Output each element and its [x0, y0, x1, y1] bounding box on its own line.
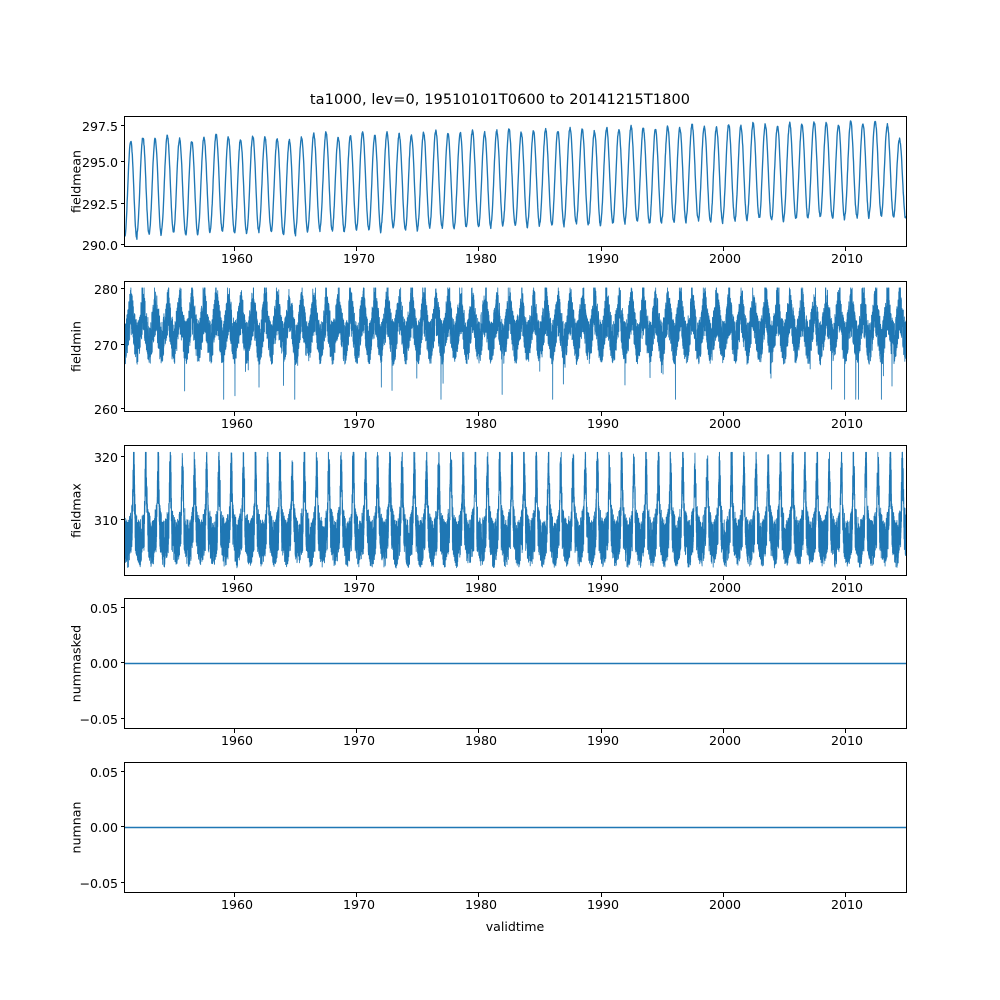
y-tick-mark	[121, 519, 125, 520]
x-tick-mark	[601, 247, 602, 251]
x-tick-label: 1970	[342, 897, 376, 912]
x-tick-label: 1970	[342, 251, 376, 266]
x-tick-mark	[356, 893, 357, 897]
fieldmin-line-plot	[125, 282, 906, 411]
x-tick-mark	[723, 576, 724, 580]
x-tick-mark	[601, 576, 602, 580]
x-tick-mark	[723, 247, 724, 251]
x-tick-mark	[234, 247, 235, 251]
x-tick-mark	[356, 412, 357, 416]
y-tick-label: 280	[93, 282, 118, 297]
x-tick-label: 2000	[708, 733, 742, 748]
y-tick-label: 295.0	[81, 155, 118, 170]
x-tick-label: 1980	[464, 733, 498, 748]
x-tick-mark	[356, 247, 357, 251]
x-tick-label: 1970	[342, 580, 376, 595]
x-tick-mark	[845, 729, 846, 733]
x-tick-label: 1960	[220, 733, 254, 748]
y-tick-label: 310	[93, 513, 118, 528]
y-tick-label: 0.05	[89, 765, 118, 780]
y-tick-label: −0.05	[79, 712, 118, 727]
y-tick-label: −0.05	[79, 876, 118, 891]
y-tick-label: 0.00	[89, 820, 118, 835]
x-tick-label: 2010	[830, 416, 864, 431]
y-tick-mark	[121, 607, 125, 608]
y-tick-label: 320	[93, 450, 118, 465]
x-tick-label: 1980	[464, 251, 498, 266]
y-tick-label: 260	[93, 402, 118, 417]
y-tick-mark	[121, 244, 125, 245]
y-tick-mark	[121, 203, 125, 204]
x-tick-mark	[234, 893, 235, 897]
x-tick-label: 1990	[586, 580, 620, 595]
y-axis-label-numnan: numnan	[68, 801, 84, 854]
y-tick-mark	[121, 161, 125, 162]
plot-panel-fieldmin	[124, 281, 907, 412]
y-tick-mark	[121, 125, 125, 126]
x-tick-label: 2010	[830, 733, 864, 748]
x-tick-mark	[601, 729, 602, 733]
y-tick-label: 0.05	[89, 601, 118, 616]
x-tick-label: 1970	[342, 416, 376, 431]
y-tick-mark	[121, 826, 125, 827]
y-axis-label-nummasked: nummasked	[68, 624, 84, 703]
y-axis-label-fieldmean: fieldmean	[68, 150, 84, 213]
figure-title: ta1000, lev=0, 19510101T0600 to 20141215T1800	[309, 92, 691, 108]
x-tick-label: 1990	[586, 733, 620, 748]
x-tick-label: 1960	[220, 897, 254, 912]
fieldmean-line-plot	[125, 117, 906, 246]
plot-panel-fieldmax	[124, 445, 907, 576]
x-tick-label: 1990	[586, 251, 620, 266]
y-tick-label: 0.00	[89, 656, 118, 671]
y-tick-mark	[121, 288, 125, 289]
plot-panel-fieldmean	[124, 116, 907, 247]
x-tick-label: 1960	[220, 580, 254, 595]
x-tick-label: 2010	[830, 251, 864, 266]
fieldmax-line-plot	[125, 446, 906, 575]
x-tick-mark	[723, 729, 724, 733]
x-tick-label: 1980	[464, 416, 498, 431]
x-tick-mark	[845, 893, 846, 897]
x-tick-mark	[478, 576, 479, 580]
plot-panel-numnan	[124, 762, 907, 893]
x-tick-mark	[845, 247, 846, 251]
x-tick-label: 2000	[708, 416, 742, 431]
y-tick-mark	[121, 456, 125, 457]
x-tick-label: 2010	[830, 897, 864, 912]
x-tick-label: 2010	[830, 580, 864, 595]
y-tick-label: 297.5	[81, 119, 118, 134]
x-tick-mark	[478, 893, 479, 897]
x-tick-label: 2000	[708, 251, 742, 266]
x-tick-label: 2000	[708, 897, 742, 912]
x-tick-label: 1990	[586, 416, 620, 431]
plot-panel-nummasked	[124, 598, 907, 729]
y-tick-mark	[121, 408, 125, 409]
y-tick-mark	[121, 718, 125, 719]
y-axis-label-fieldmin: fieldmin	[68, 321, 84, 372]
x-tick-mark	[234, 729, 235, 733]
x-tick-label: 1960	[220, 251, 254, 266]
y-tick-label: 290.0	[81, 238, 118, 253]
x-tick-mark	[845, 412, 846, 416]
numnan-line-plot	[125, 763, 906, 892]
x-tick-mark	[845, 576, 846, 580]
x-tick-mark	[478, 412, 479, 416]
x-tick-label: 1990	[586, 897, 620, 912]
x-tick-label: 1980	[464, 897, 498, 912]
y-tick-label: 270	[93, 338, 118, 353]
x-tick-mark	[601, 893, 602, 897]
x-tick-mark	[601, 412, 602, 416]
x-tick-mark	[478, 729, 479, 733]
x-tick-label: 1960	[220, 416, 254, 431]
x-axis-label: validtime	[485, 919, 545, 934]
y-tick-mark	[121, 771, 125, 772]
y-tick-label: 292.5	[81, 197, 118, 212]
y-tick-mark	[121, 662, 125, 663]
x-tick-mark	[723, 412, 724, 416]
x-tick-mark	[356, 576, 357, 580]
y-tick-mark	[121, 882, 125, 883]
nummasked-line-plot	[125, 599, 906, 728]
x-tick-mark	[356, 729, 357, 733]
x-tick-mark	[478, 247, 479, 251]
x-tick-label: 1970	[342, 733, 376, 748]
y-tick-mark	[121, 344, 125, 345]
x-tick-mark	[234, 576, 235, 580]
x-tick-mark	[723, 893, 724, 897]
y-axis-label-fieldmax: fieldmax	[68, 483, 84, 538]
x-tick-label: 2000	[708, 580, 742, 595]
x-tick-mark	[234, 412, 235, 416]
x-tick-label: 1980	[464, 580, 498, 595]
